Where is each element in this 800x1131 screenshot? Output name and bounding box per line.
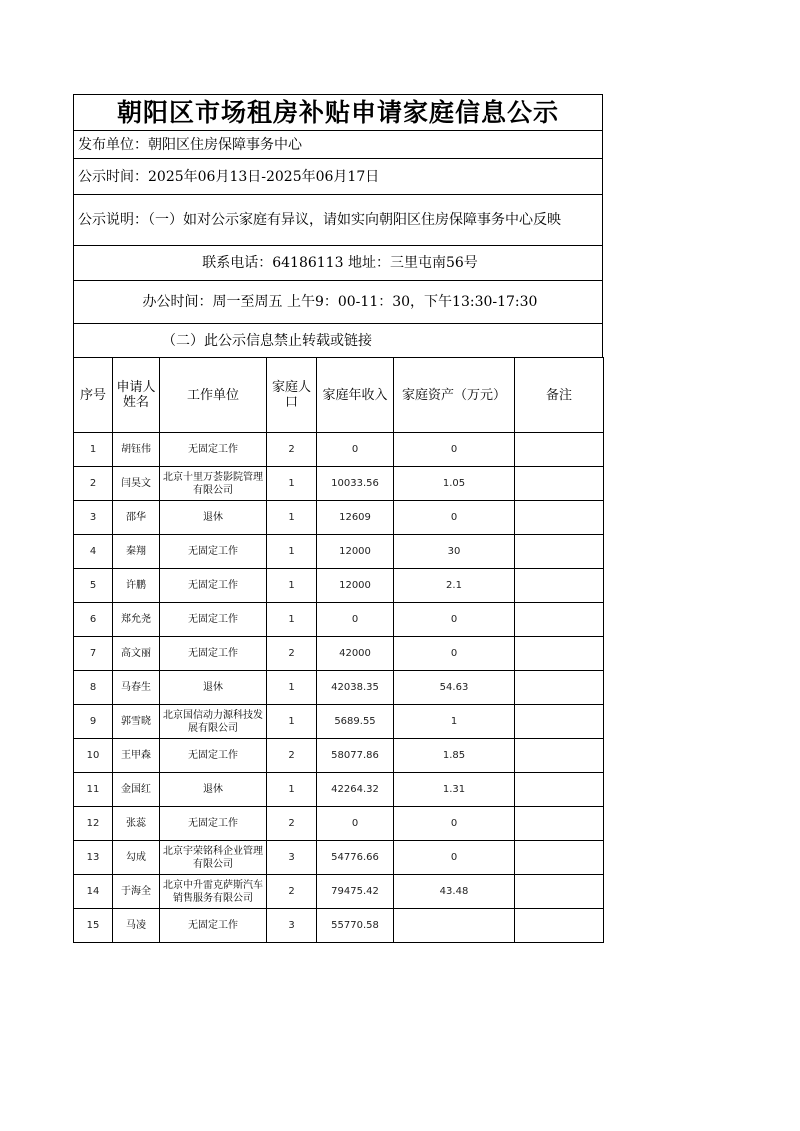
remark-cell — [515, 603, 604, 637]
col-header-population: 家庭人口 — [267, 358, 317, 433]
office-hours-line: 办公时间：周一至周五 上午9：00-11：30，下午13:30-17:30 — [74, 281, 603, 324]
applicant-name-cell: 马凌 — [113, 909, 160, 943]
table-row — [74, 433, 604, 467]
row-number-cell: 8 — [74, 671, 113, 705]
applicant-name-cell: 马春生 — [113, 671, 160, 705]
household-size-cell: 1 — [267, 501, 317, 535]
row-number-cell: 3 — [74, 501, 113, 535]
row-number-cell: 7 — [74, 637, 113, 671]
table-row — [74, 909, 604, 943]
household-size-cell: 2 — [267, 807, 317, 841]
row-number-cell: 13 — [74, 841, 113, 875]
employer-cell: 退休 — [160, 501, 267, 535]
household-assets-cell: 43.48 — [394, 875, 515, 909]
employer-cell: 无固定工作 — [160, 807, 267, 841]
annual-income-cell: 10033.56 — [317, 467, 394, 501]
remark-cell — [515, 841, 604, 875]
remark-cell — [515, 467, 604, 501]
household-assets-cell: 30 — [394, 535, 515, 569]
household-assets-cell: 1.31 — [394, 773, 515, 807]
remark-cell — [515, 739, 604, 773]
col-header-employer: 工作单位 — [160, 358, 267, 433]
employer-cell: 无固定工作 — [160, 909, 267, 943]
applicant-name-cell: 胡钰伟 — [113, 433, 160, 467]
annual-income-cell: 12000 — [317, 535, 394, 569]
table-header-row — [74, 358, 604, 433]
annual-income-cell: 12609 — [317, 501, 394, 535]
household-size-cell: 1 — [267, 603, 317, 637]
table-row — [74, 603, 604, 637]
household-size-cell: 3 — [267, 909, 317, 943]
table-row — [74, 569, 604, 603]
household-assets-cell: 0 — [394, 841, 515, 875]
household-assets-cell: 54.63 — [394, 671, 515, 705]
contact-line: 联系电话：64186113 地址：三里屯南56号 — [74, 246, 603, 281]
row-number-cell: 1 — [74, 433, 113, 467]
applicant-name-cell: 王甲森 — [113, 739, 160, 773]
household-assets-cell: 1.05 — [394, 467, 515, 501]
remark-cell — [515, 807, 604, 841]
remark-cell — [515, 773, 604, 807]
note-line-2: （二）此公示信息禁止转载或链接 — [74, 324, 603, 358]
remark-cell — [515, 705, 604, 739]
employer-cell: 北京中升雷克萨斯汽车销售服务有限公司 — [160, 875, 267, 909]
annual-income-cell: 79475.42 — [317, 875, 394, 909]
table-row — [74, 671, 604, 705]
page-title: 朝阳区市场租房补贴申请家庭信息公示 — [74, 95, 603, 131]
household-size-cell: 2 — [267, 433, 317, 467]
household-assets-cell: 0 — [394, 637, 515, 671]
col-header-remark: 备注 — [515, 358, 604, 433]
applicant-name-cell: 闫昊文 — [113, 467, 160, 501]
applicant-name-cell: 郑允尧 — [113, 603, 160, 637]
table-row — [74, 739, 604, 773]
annual-income-cell: 54776.66 — [317, 841, 394, 875]
household-size-cell: 1 — [267, 569, 317, 603]
employer-cell: 北京宇荣铭科企业管理有限公司 — [160, 841, 267, 875]
applicant-name-cell: 高文丽 — [113, 637, 160, 671]
col-header-income: 家庭年收入 — [317, 358, 394, 433]
employer-cell: 无固定工作 — [160, 433, 267, 467]
household-size-cell: 1 — [267, 705, 317, 739]
remark-cell — [515, 637, 604, 671]
table-row — [74, 807, 604, 841]
employer-cell: 退休 — [160, 773, 267, 807]
row-number-cell: 10 — [74, 739, 113, 773]
note-line-1: 公示说明：（一）如对公示家庭有异议，请如实向朝阳区住房保障事务中心反映 — [74, 195, 603, 246]
applicant-name-cell: 秦翔 — [113, 535, 160, 569]
annual-income-cell: 0 — [317, 433, 394, 467]
period-line: 公示时间：2025年06月13日-2025年06月17日 — [74, 159, 603, 195]
table-row — [74, 535, 604, 569]
applicant-name-cell: 郭雪晓 — [113, 705, 160, 739]
employer-cell: 无固定工作 — [160, 637, 267, 671]
annual-income-cell: 58077.86 — [317, 739, 394, 773]
household-size-cell: 2 — [267, 637, 317, 671]
employer-cell: 北京国信动力源科技发展有限公司 — [160, 705, 267, 739]
annual-income-cell: 0 — [317, 603, 394, 637]
row-number-cell: 2 — [74, 467, 113, 501]
applicant-name-cell: 于海全 — [113, 875, 160, 909]
employer-cell: 无固定工作 — [160, 739, 267, 773]
remark-cell — [515, 569, 604, 603]
notice-document — [73, 94, 603, 943]
table-row — [74, 467, 604, 501]
table-row — [74, 875, 604, 909]
table-row — [74, 841, 604, 875]
applicant-name-cell: 许鹏 — [113, 569, 160, 603]
household-size-cell: 3 — [267, 841, 317, 875]
remark-cell — [515, 501, 604, 535]
row-number-cell: 15 — [74, 909, 113, 943]
applicant-name-cell: 勾成 — [113, 841, 160, 875]
row-number-cell: 11 — [74, 773, 113, 807]
employer-cell: 无固定工作 — [160, 535, 267, 569]
annual-income-cell: 5689.55 — [317, 705, 394, 739]
row-number-cell: 14 — [74, 875, 113, 909]
remark-cell — [515, 875, 604, 909]
col-header-assets: 家庭资产（万元） — [394, 358, 515, 433]
publisher-line: 发布单位：朝阳区住房保障事务中心 — [74, 131, 603, 159]
remark-cell — [515, 909, 604, 943]
table-row — [74, 637, 604, 671]
row-number-cell: 9 — [74, 705, 113, 739]
household-size-cell: 2 — [267, 739, 317, 773]
household-assets-cell: 1.85 — [394, 739, 515, 773]
row-number-cell: 6 — [74, 603, 113, 637]
annual-income-cell: 42000 — [317, 637, 394, 671]
row-number-cell: 4 — [74, 535, 113, 569]
annual-income-cell: 12000 — [317, 569, 394, 603]
household-assets-cell: 0 — [394, 807, 515, 841]
household-assets-cell: 0 — [394, 501, 515, 535]
applicant-name-cell: 张蕊 — [113, 807, 160, 841]
annual-income-cell: 0 — [317, 807, 394, 841]
header-table — [73, 94, 603, 358]
row-number-cell: 12 — [74, 807, 113, 841]
remark-cell — [515, 671, 604, 705]
household-assets-cell: 2.1 — [394, 569, 515, 603]
household-assets-cell: 0 — [394, 603, 515, 637]
remark-cell — [515, 535, 604, 569]
annual-income-cell: 55770.58 — [317, 909, 394, 943]
household-assets-cell — [394, 909, 515, 943]
employer-cell: 北京十里万荟影院管理有限公司 — [160, 467, 267, 501]
household-assets-cell: 0 — [394, 433, 515, 467]
applicant-name-cell: 金国红 — [113, 773, 160, 807]
applicant-name-cell: 邵华 — [113, 501, 160, 535]
annual-income-cell: 42038.35 — [317, 671, 394, 705]
remark-cell — [515, 433, 604, 467]
household-size-cell: 1 — [267, 773, 317, 807]
employer-cell: 退休 — [160, 671, 267, 705]
table-row — [74, 501, 604, 535]
col-header-no: 序号 — [74, 358, 113, 433]
household-size-cell: 2 — [267, 875, 317, 909]
table-row — [74, 705, 604, 739]
household-size-cell: 1 — [267, 467, 317, 501]
table-row — [74, 773, 604, 807]
household-size-cell: 1 — [267, 535, 317, 569]
employer-cell: 无固定工作 — [160, 603, 267, 637]
col-header-name: 申请人姓名 — [113, 358, 160, 433]
household-assets-cell: 1 — [394, 705, 515, 739]
row-number-cell: 5 — [74, 569, 113, 603]
employer-cell: 无固定工作 — [160, 569, 267, 603]
annual-income-cell: 42264.32 — [317, 773, 394, 807]
household-size-cell: 1 — [267, 671, 317, 705]
applicant-table — [73, 357, 604, 943]
